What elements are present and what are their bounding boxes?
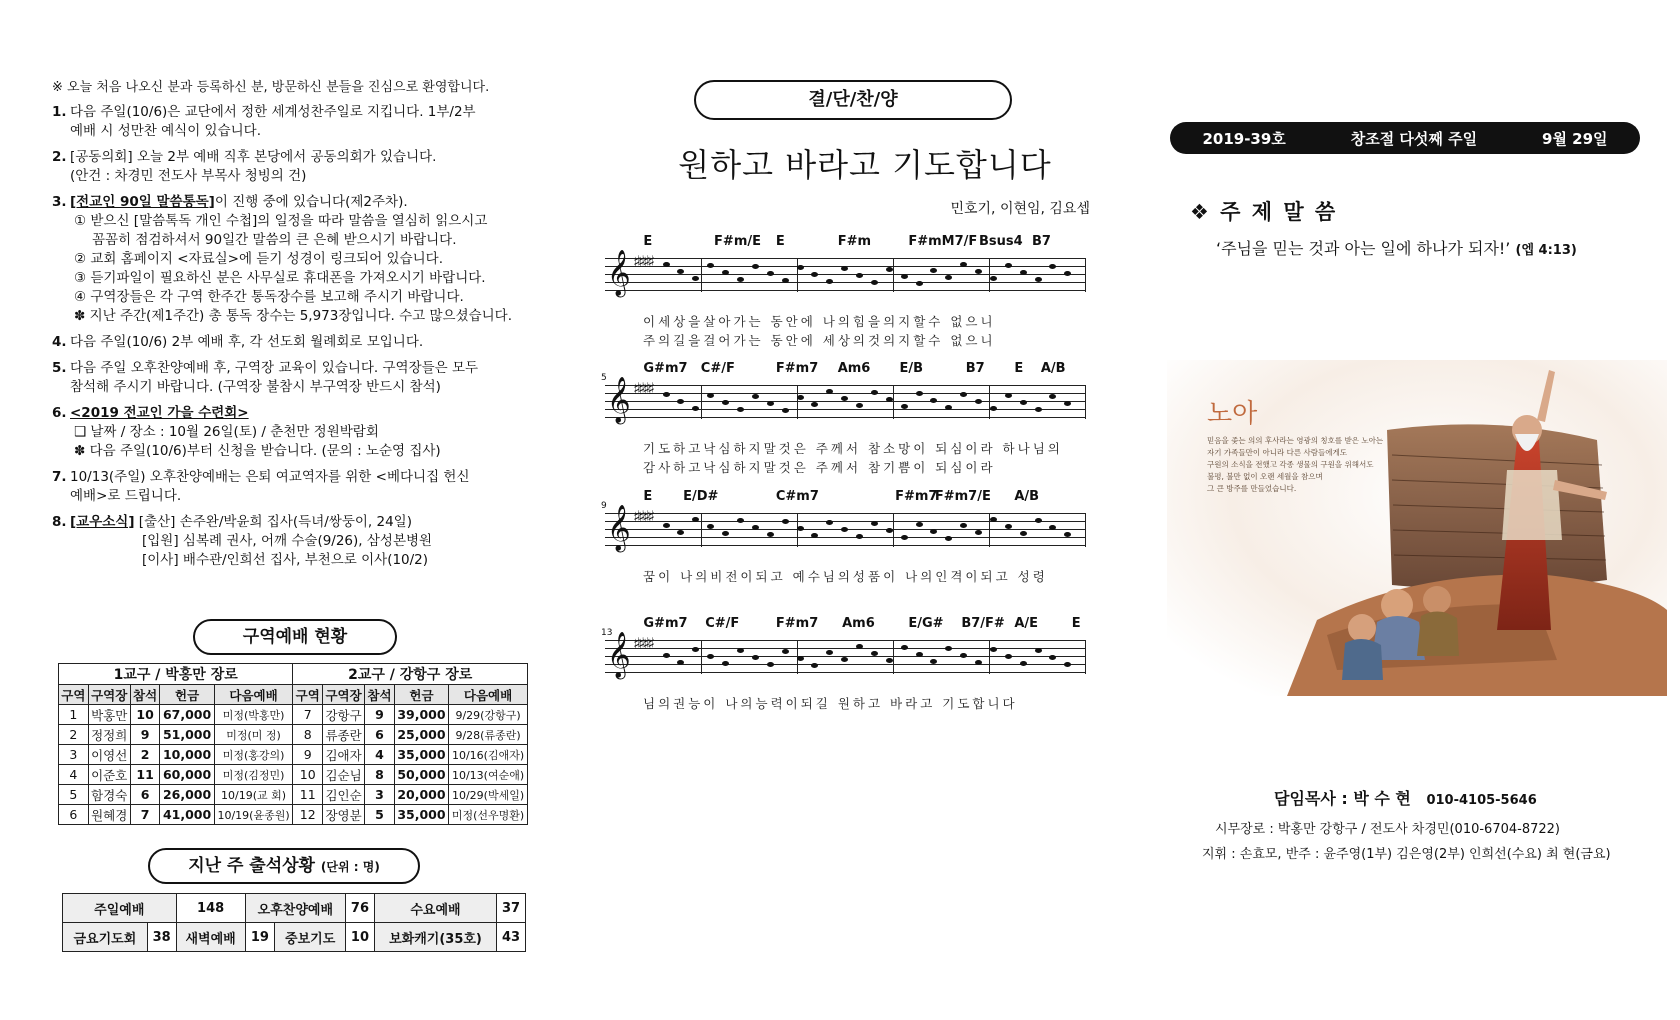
pastor-line	[1274, 786, 1537, 809]
measure-number: 5	[601, 373, 607, 383]
note-icon	[737, 518, 744, 523]
chord-symbol: F#m7/E	[934, 489, 991, 504]
note-icon	[1049, 394, 1056, 399]
chord-symbol: E	[775, 234, 785, 249]
note-icon	[1049, 264, 1056, 269]
lyric-line: 꿈이 나의비전이되고 예수님의성품이 나의인격이되고 성령	[643, 569, 1048, 584]
chord-symbol: C#/F	[700, 361, 735, 376]
note-icon	[975, 530, 982, 535]
note-icon	[722, 400, 729, 405]
note-icon	[1005, 654, 1012, 659]
note-icon	[737, 648, 744, 653]
note-icon	[707, 393, 714, 398]
chord-symbols	[605, 489, 1085, 507]
note-icon	[797, 526, 804, 531]
chord-symbol: G#m7	[643, 616, 688, 631]
chord-symbol: Am6	[837, 361, 871, 376]
treble-clef-icon: 𝄞	[607, 632, 631, 678]
theme-text: ‘주님을 믿는 것과 아는 일에 하나가 되자!’	[1216, 239, 1511, 258]
svg-text:믿음을 좇는 의의 후사라는 영광의 칭호를 받은 노아는: 믿음을 좇는 의의 후사라는 영광의 칭호를 받은 노아는	[1207, 436, 1384, 445]
note-icon	[856, 273, 863, 278]
note-icon	[1064, 271, 1071, 276]
note-icon	[811, 402, 818, 407]
note-icon	[841, 657, 848, 662]
chord-symbol: E	[1014, 361, 1024, 376]
chord-symbol: E	[643, 489, 653, 504]
announcement-1: 1. 다음 주일(10/6)은 교단에서 정한 세계성찬주일로 지킵니다. 1부/2부 예배 시 성만찬 예식이 있습니다.	[52, 104, 476, 139]
bulletin-banner	[1170, 122, 1640, 154]
note-icon	[782, 278, 789, 283]
sunday-name: 창조절 다섯째 주일	[1350, 129, 1478, 148]
note-icon	[916, 522, 923, 527]
note-icon	[737, 277, 744, 282]
note-icon	[1020, 270, 1027, 275]
chord-symbol: E/D#	[683, 489, 719, 504]
note-icon	[930, 398, 937, 403]
welcome-note: ※ 오늘 처음 나오신 분과 등록하신 분, 방문하신 분들을 진심으로 환영합니다.	[52, 80, 490, 95]
district-row: 5 함경숙 6 26,000 10/19(교 회) 11 김인순 3 20,000 10/29(박세일)	[59, 785, 528, 805]
note-icon	[960, 523, 967, 528]
note-icon	[707, 654, 714, 659]
announcement-8: 8. [교우소식] [출산] 손주완/박윤희 집사(득녀/쌍둥이, 24일) [입원] 심복례 권사, 어깨 수술(9/26), 삼성본병원 [이사] 배수관/인희선 집사, 부천으로 이사(10/2)	[52, 514, 433, 568]
treble-clef-icon: 𝄞	[607, 505, 631, 551]
key-signature-icon: ♯♯♯♯	[633, 379, 652, 398]
key-signature-icon: ♯♯♯♯	[633, 252, 652, 271]
issue-number: 2019-39호	[1202, 129, 1286, 148]
note-icon	[916, 391, 923, 396]
note-icon	[826, 520, 833, 525]
district-row: 6 원혜경 7 41,000 10/19(윤종원) 12 장영분 5 35,000 미정(선우명환)	[59, 805, 528, 825]
chord-symbol: C#m7	[775, 489, 819, 504]
key-signature-icon: ♯♯♯♯	[633, 507, 652, 526]
note-icon	[901, 274, 908, 279]
attendance-title: 지난 주 출석상황 (단위 : 명)	[148, 848, 420, 884]
chord-symbol: C#/F	[705, 616, 740, 631]
chord-symbol: F#mM7/F	[908, 234, 978, 249]
note-icon	[1064, 401, 1071, 406]
note-icon	[752, 655, 759, 660]
note-icon	[856, 534, 863, 539]
attendance-row-2: 금요기도회 38 새벽예배 19 중보기도 10 보화캐기(35호) 43	[63, 923, 526, 952]
note-icon	[677, 399, 684, 404]
note-icon	[871, 521, 878, 526]
measure-number: 9	[601, 501, 607, 511]
svg-text:불평, 불만 없이 오랜 세월을 참으며: 불평, 불만 없이 오랜 세월을 참으며	[1207, 472, 1323, 481]
district-title: 구역예배 현황	[193, 619, 397, 655]
note-icon	[886, 528, 893, 533]
note-icon	[782, 649, 789, 654]
note-icon	[707, 263, 714, 268]
theme-heading: ❖ 주 제 말 씀	[1190, 200, 1338, 224]
note-icon	[990, 517, 997, 522]
note-icon	[1020, 661, 1027, 666]
note-icon	[782, 408, 789, 413]
chord-symbol: A/B	[1014, 489, 1040, 504]
announcement-2: 2. [공동의회] 오늘 2부 예배 직후 본당에서 공동의회가 있습니다. (안건 : 차경민 전도사 부목사 청빙의 건)	[52, 149, 437, 184]
note-icon	[945, 275, 952, 280]
district-header-row: 구역 구역장 참석 헌금 다음예배 구역 구역장 참석 헌금 다음예배	[59, 685, 528, 705]
staff-lines	[605, 505, 1085, 551]
chord-symbol: B7	[965, 361, 985, 376]
note-icon	[752, 264, 759, 269]
chord-symbol: Bsus4	[979, 234, 1023, 249]
note-icon	[767, 662, 774, 667]
chord-symbol: F#m7	[775, 616, 819, 631]
note-icon	[990, 276, 997, 281]
bulletin-date: 9월 29일	[1542, 129, 1608, 148]
district-row: 2 정정희 9 51,000 미정(미 정) 8 류종란 6 25,000 9/28(류종란)	[59, 725, 528, 745]
note-icon	[841, 527, 848, 532]
chord-symbols	[605, 361, 1085, 379]
lyric-line: 이세상을살아가는 동안에 나의힘을의지할수 없으니	[643, 314, 996, 329]
note-icon	[930, 529, 937, 534]
note-icon	[1005, 263, 1012, 268]
note-icon	[886, 267, 893, 272]
noah-illustration	[1167, 360, 1667, 696]
chord-symbol: A/E	[1014, 616, 1039, 631]
chord-symbol: A/B	[1040, 361, 1066, 376]
chord-symbols	[605, 234, 1085, 252]
staff-line: 시무장로 : 박홍만 강항구 / 전도사 차경민(010-6704-8722)	[1215, 822, 1560, 837]
chord-symbol: E/B	[899, 361, 924, 376]
note-icon	[677, 530, 684, 535]
note-icon	[1005, 524, 1012, 529]
note-icon	[752, 394, 759, 399]
note-icon	[826, 279, 833, 284]
note-icon	[856, 644, 863, 649]
note-icon	[663, 262, 670, 267]
note-icon	[663, 392, 670, 397]
note-icon	[841, 266, 848, 271]
chord-symbol: G#m7	[643, 361, 688, 376]
image-title: 노아	[1207, 399, 1258, 429]
group1-label: 1교구 / 박홍만 장로	[59, 664, 293, 685]
district-row: 3 이영선 2 10,000 미정(홍강의) 9 김애자 4 35,000 10/16(김애자)	[59, 745, 528, 765]
note-icon	[1035, 277, 1042, 282]
chord-symbol: E/G#	[908, 616, 944, 631]
note-icon	[945, 646, 952, 651]
note-icon	[1020, 531, 1027, 536]
note-icon	[782, 519, 789, 524]
lyric-line: 주의길을걸어가는 동안에 세상의것의지할수 없으니	[643, 333, 996, 348]
announcement-7: 7. 10/13(주일) 오후찬양예배는 은퇴 여교역자를 위한 <베다니집 헌신 예배>로 드립니다.	[52, 469, 470, 504]
note-icon	[1064, 662, 1071, 667]
district-row: 4 이준호 11 60,000 미정(김정민) 10 김순님 8 50,000 10/13(여순애)	[59, 765, 528, 785]
note-icon	[722, 531, 729, 536]
note-icon	[1035, 518, 1042, 523]
treble-clef-icon: 𝄞	[607, 250, 631, 296]
note-icon	[990, 406, 997, 411]
note-icon	[960, 653, 967, 658]
note-icon	[692, 276, 699, 281]
note-icon	[886, 397, 893, 402]
note-icon	[1020, 400, 1027, 405]
attendance-row-1: 주일예배 148 오후찬양예배 76 수요예배 37	[63, 894, 526, 923]
key-signature-icon: ♯♯♯♯	[633, 634, 652, 653]
announcement-4: 4. 다음 주일(10/6) 2부 예배 후, 각 선도회 월례회로 모입니다.	[52, 334, 424, 350]
note-icon	[692, 406, 699, 411]
svg-text:자기 가족들만이 아니라 다른 사람들에게도: 자기 가족들만이 아니라 다른 사람들에게도	[1207, 448, 1347, 457]
note-icon	[811, 663, 818, 668]
note-icon	[930, 268, 937, 273]
note-icon	[990, 647, 997, 652]
song-composers: 민호기, 이현임, 김요셉	[950, 201, 1090, 217]
note-icon	[886, 658, 893, 663]
svg-text:구원의 소식을 전했고 각종 생물의 구원을 위해서도: 구원의 소식을 전했고 각종 생물의 구원을 위해서도	[1207, 460, 1374, 469]
chord-symbol: B7/F#	[961, 616, 1005, 631]
note-icon	[797, 656, 804, 661]
announcement-3: 3. [전교인 90일 말씀통독]이 진행 중에 있습니다(제2주차). ① 받으신 [말씀톡독 개인 수첩]의 일정을 따라 말씀을 열심히 읽으시고 꼼꼼히 점검하셔서 90일간 말씀의 큰 은혜 받으시기 바랍니다. ② 교회 홈페이지 <자료실>에 듣기 성경이 링크되어 있습니다. ③ 듣기파일이 필요하신 분은 사무실로 휴대폰을 가져오시기 바랍니다. ④ 구역장들은 각 구역 한주간 통독장수를 보고해 주시기 바랍니다. ✽ 지난 주간(제1주간) 총 통독 장수는 5,973장입니다. 수고 많으셨습니다.	[52, 194, 513, 324]
note-icon	[722, 661, 729, 666]
chord-symbol: F#m/E	[714, 234, 761, 249]
staff-lines	[605, 632, 1085, 678]
note-icon	[901, 535, 908, 540]
note-icon	[871, 280, 878, 285]
pastor-phone: 010-4105-5646	[1426, 793, 1537, 808]
note-icon	[871, 651, 878, 656]
note-icon	[975, 399, 982, 404]
choir-label: 결/단/찬/양	[694, 80, 1012, 120]
lyric-line: 님의권능이 나의능력이되길 원하고 바라고 기도합니다	[643, 696, 1018, 711]
note-icon	[856, 403, 863, 408]
note-icon	[901, 645, 908, 650]
staff-lines	[605, 377, 1085, 423]
theme-reference: (엡 4:13)	[1515, 243, 1577, 258]
attendance-table	[62, 893, 526, 952]
note-icon	[916, 652, 923, 657]
pastor-label: 담임목사 : 박 수 현	[1274, 789, 1411, 808]
note-icon	[692, 647, 699, 652]
group2-label: 2교구 / 강항구 장로	[293, 664, 528, 685]
treble-clef-icon: 𝄞	[607, 377, 631, 423]
note-icon	[1005, 393, 1012, 398]
note-icon	[1035, 407, 1042, 412]
note-icon	[1049, 655, 1056, 660]
lyric-line: 감사하고낙심하지말것은 주께서 참기쁨이 되심이라	[643, 460, 996, 475]
note-icon	[737, 407, 744, 412]
note-icon	[752, 525, 759, 530]
chord-symbol: F#m7	[775, 361, 819, 376]
chord-symbol: B7	[1032, 234, 1051, 249]
chord-symbols	[605, 616, 1085, 634]
district-table	[58, 663, 528, 825]
note-icon	[767, 271, 774, 276]
theme-verse	[1216, 236, 1656, 259]
chord-symbol: F#m	[837, 234, 872, 249]
chord-symbol: E	[643, 234, 653, 249]
note-icon	[811, 272, 818, 277]
note-icon	[797, 395, 804, 400]
staff-lines	[605, 250, 1085, 296]
note-icon	[871, 390, 878, 395]
lyric-line: 기도하고낙심하지말것은 주께서 참소망이 되심이라 하나님의	[643, 441, 1063, 456]
note-icon	[945, 536, 952, 541]
note-icon	[663, 653, 670, 658]
note-icon	[826, 650, 833, 655]
note-icon	[797, 265, 804, 270]
noah-picture-icon	[1167, 360, 1667, 696]
conductor-line: 지휘 : 손효모, 반주 : 윤주영(1부) 김은영(2부) 인희선(수요) 최 현(금요)	[1202, 847, 1611, 862]
announcements	[52, 78, 532, 577]
note-icon	[663, 523, 670, 528]
announcement-6: 6. <2019 전교인 가을 수련회> ❑ 날짜 / 장소 : 10월 26일(토) / 춘천만 정원박람회 ✽ 다음 주일(10/6)부터 신청을 받습니다. (문의 : 노순영 집사)	[52, 405, 441, 459]
song-title: 원하고 바라고 기도합니다	[678, 146, 1052, 184]
note-icon	[767, 532, 774, 537]
note-icon	[916, 281, 923, 286]
district-row: 1 박홍만 10 67,000 미정(박홍만) 7 강항구 9 39,000 9/29(강항구)	[59, 705, 528, 725]
chord-symbol: E	[1071, 616, 1081, 631]
note-icon	[960, 392, 967, 397]
measure-number: 13	[601, 628, 613, 638]
chord-symbol: Am6	[842, 616, 875, 631]
announcement-5: 5. 다음 주일 오후찬양예배 후, 구역장 교육이 있습니다. 구역장들은 모두 참석해 주시기 바랍니다. (구역장 불참시 부구역장 반드시 참석)	[52, 360, 479, 395]
note-icon	[1035, 648, 1042, 653]
svg-text:그 큰 방주를 만들었습니다.: 그 큰 방주를 만들었습니다.	[1207, 484, 1297, 493]
note-icon	[901, 404, 908, 409]
note-icon	[767, 401, 774, 406]
chord-symbol: F#m7	[895, 489, 938, 504]
